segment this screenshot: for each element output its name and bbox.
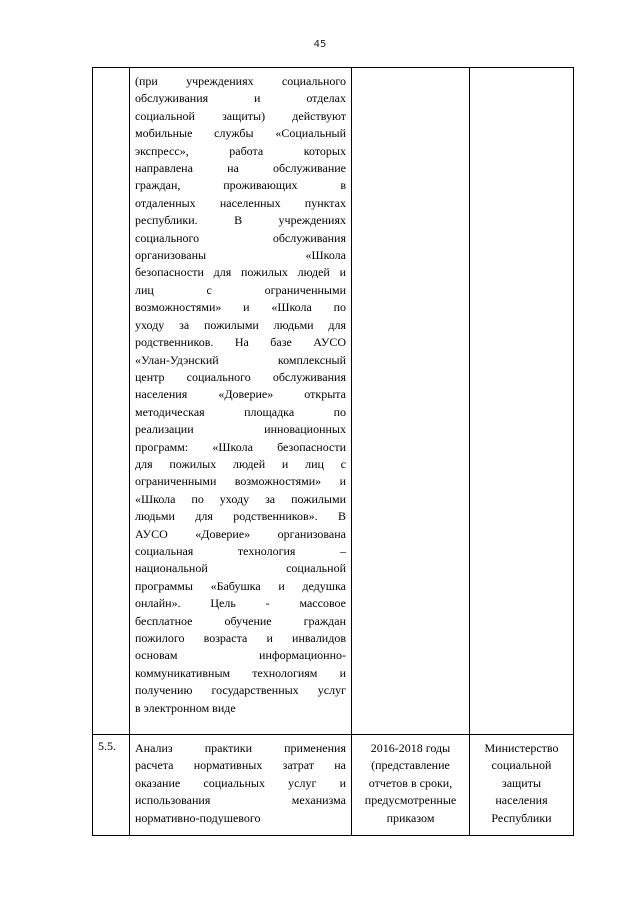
text-line: центр социального обслуживания [135,369,346,384]
page-number: 45 [313,39,327,50]
text-line: направлена на обслуживание [135,161,346,176]
text-line: населения «Доверие» открыта [135,387,346,402]
text-line: программ: «Школа безопасности [135,439,346,454]
text-line: защиты [501,775,542,790]
text-line: республики. В учреждениях [135,213,346,228]
text-line: 2016-2018 годы [370,741,451,755]
description-text [135,73,346,717]
text-line: организованы «Школа [135,248,346,263]
text-line: социальной защиты) действуют [135,108,346,123]
text-line: возможностями» и «Школа по [135,300,346,315]
text-line: пожилого возраста и инвалидов [135,631,346,645]
text-line: людьми для родственников». В [135,509,346,524]
text-line: предусмотренные [364,793,457,808]
text-line: реализации инновационных [135,422,346,437]
text-line: использования механизма [135,793,346,808]
text-line: нормативно-подушевого [135,810,261,825]
text-line: для пожилых людей и лиц с [135,456,346,471]
measures-table [92,67,574,836]
text-line: уходу за пожилыми людьми для [135,317,346,332]
row-number-cell: 5.5. [93,735,130,836]
table-row [93,735,574,836]
text-line: основам информационно- [135,648,346,663]
text-line: граждан, проживающих в [135,178,346,193]
text-line: национальной социальной [135,561,346,576]
text-line: социальная технология – [135,543,346,558]
text-line: получению государственных услуг [135,683,346,698]
term-text [355,740,466,827]
text-line: оказание социальных услуг и [135,775,346,790]
text-line: экспресс», работа которых [135,143,346,158]
responsible-cell [470,735,574,836]
row-number-cell [93,68,130,735]
text-line: (при учреждениях социального [135,74,346,88]
text-line: методическая площадка по [135,404,346,419]
description-cell [130,68,352,735]
text-line: Республики [491,810,552,825]
responsible-text [473,740,570,827]
text-line: социальной [491,758,552,773]
text-line: отчетов в сроки, [368,775,453,790]
text-line: коммуникативным технологиям и [135,665,346,680]
text-line: онлайн». Цель - массовое [135,596,346,611]
text-line: населения [495,793,548,808]
text-line: обслуживания и отделах [135,91,346,106]
table-row [93,68,574,735]
text-line: (представление [371,758,450,773]
term-cell [352,735,470,836]
text-line: в электронном виде [135,700,236,715]
text-line: Анализ практики применения [135,741,346,755]
text-line: бесплатное обучение граждан [135,613,346,628]
text-line: Министерство [484,741,559,755]
description-text [135,740,346,827]
text-line: «Улан-Удэнский комплексный [135,352,346,367]
text-line: лиц с ограниченными [135,282,346,297]
text-line: приказом [386,810,435,825]
text-line: программы «Бабушка и дедушка [135,578,346,593]
text-line: безопасности для пожилых людей и [135,265,346,280]
text-line: «Школа по уходу за пожилыми [135,491,346,506]
responsible-cell [470,68,574,735]
text-line: родственников. На базе АУСО [135,335,346,350]
text-line: расчета нормативных затрат на [135,758,346,773]
term-cell [352,68,470,735]
text-line: АУСО «Доверие» организована [135,526,346,541]
text-line: ограниченными возможностями» и [135,474,346,489]
text-line: мобильные службы «Социальный [135,126,346,141]
description-cell [130,735,352,836]
text-line: социального обслуживания [135,230,346,245]
text-line: отдаленных населенных пунктах [135,195,346,210]
